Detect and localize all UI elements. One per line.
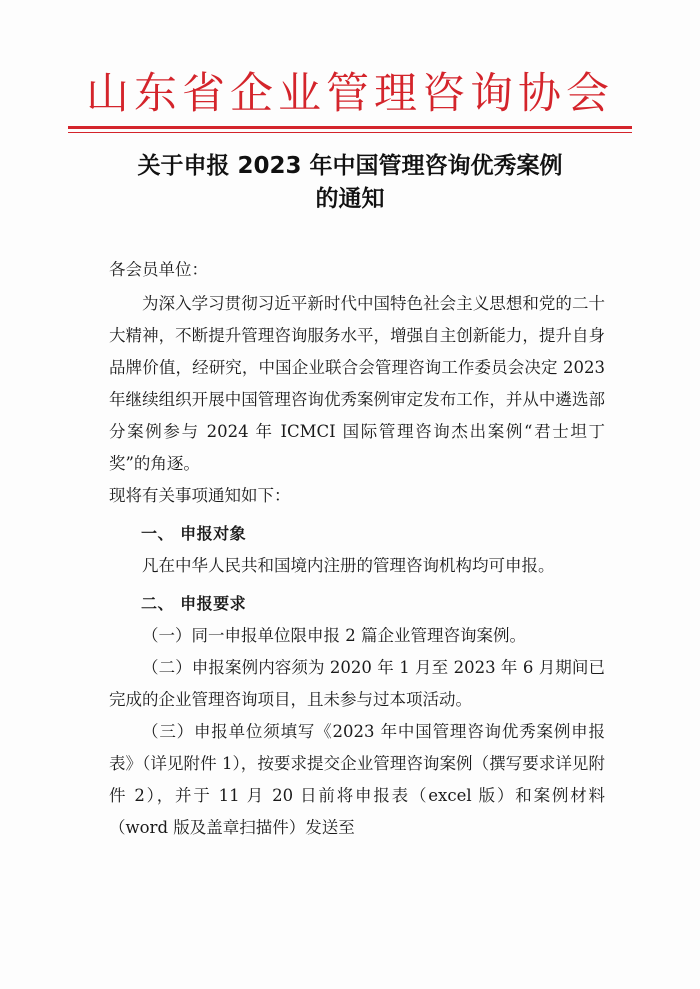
section1-text: 凡在中华人民共和国境内注册的管理咨询机构均可申报。 xyxy=(142,556,555,575)
letterhead xyxy=(0,68,700,120)
document-title xyxy=(0,150,700,216)
intro-paragraph: 为深入学习贯彻习近平新时代中国特色社会主义思想和党的二十大精神，不断提升管理咨询服务水平，增强自主创新能力，提升自身品牌价值，经研究，中国企业联合会管理咨询工作委员会决定 2023 年继续组织开展中国管理咨询优秀案例审定发布工作，并从中遴选部分案例参与 2024 年 ICMCI 国际管理咨询杰出案例“君士坦丁奖”的角逐。 xyxy=(109,294,605,473)
letterhead-rule-thin xyxy=(68,132,632,133)
document-title-line1: 关于申报 2023 年中国管理咨询优秀案例 xyxy=(137,153,563,179)
section2-heading: 二、 申报要求 xyxy=(141,594,247,613)
section2-item1: （一）同一申报单位限申报 2 篇企业管理咨询案例。 xyxy=(142,626,526,645)
document-body xyxy=(109,254,605,844)
section1-heading: 一、 申报对象 xyxy=(141,524,247,543)
notice-line: 现将有关事项通知如下： xyxy=(109,486,291,505)
section2-item2: （二）申报案例内容须为 2020 年 1 月至 2023 年 6 月期间已完成的企业管理咨询项目，且未参与过本项活动。 xyxy=(109,658,605,709)
section2-item3: （三）申报单位须填写《2023 年中国管理咨询优秀案例申报表》（详见附件 1），按要求提交企业管理咨询案例（撰写要求详见附件 2），并于 11 月 20 日前将申报表（excel 版）和案例材料（word 版及盖章扫描件）发送至 xyxy=(109,722,605,837)
letterhead-org-name: 山东省企业管理咨询协会 xyxy=(86,69,614,119)
salutation: 各会员单位： xyxy=(109,260,208,279)
document-title-line2: 的通知 xyxy=(315,186,385,212)
letterhead-rule-thick xyxy=(68,126,632,129)
